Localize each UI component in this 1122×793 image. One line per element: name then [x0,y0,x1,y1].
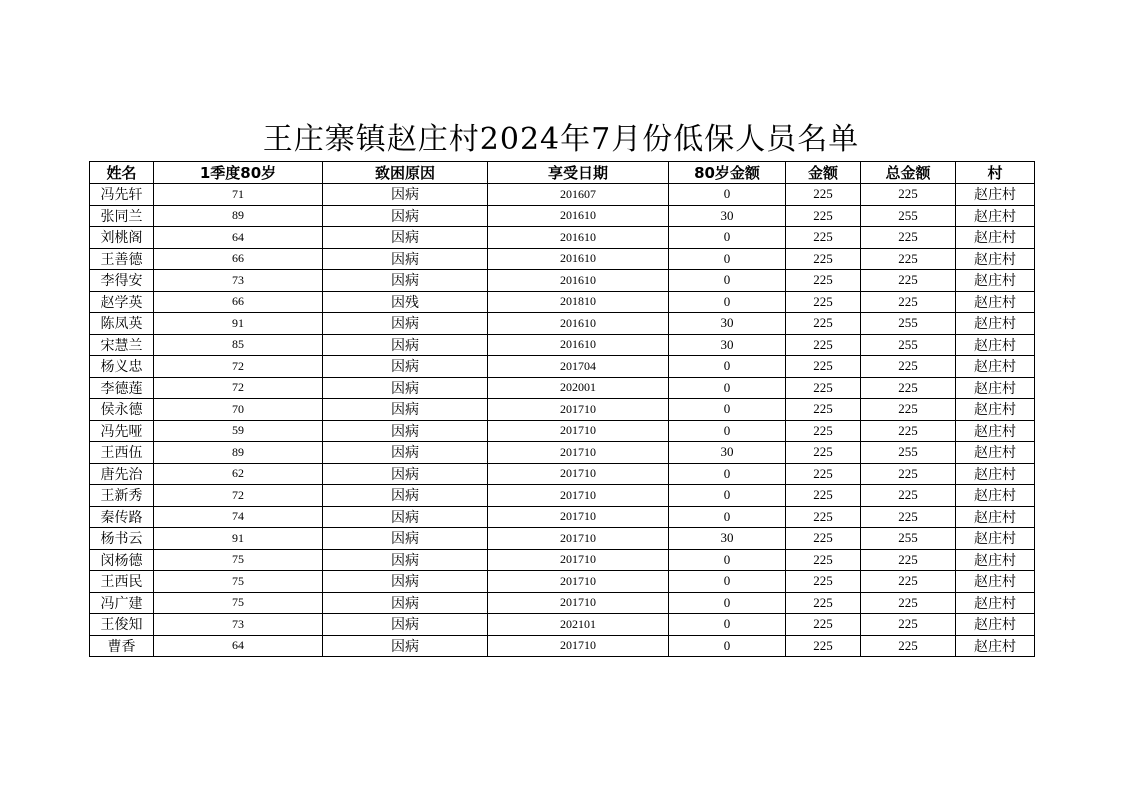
cell-start-date: 201607 [488,184,669,206]
cell-name: 王西民 [90,571,154,593]
table-row [90,248,1035,270]
cell-age80-amount: 0 [669,506,786,528]
cell-age80-amount: 30 [669,442,786,464]
cell-start-date: 201710 [488,506,669,528]
cell-start-date: 201710 [488,399,669,421]
cell-amount: 225 [786,205,861,227]
cell-village: 赵庄村 [956,356,1035,378]
cell-q1-age80: 89 [154,205,323,227]
cell-amount: 225 [786,635,861,657]
cell-total-amount: 225 [861,549,956,571]
cell-start-date: 201610 [488,334,669,356]
cell-cause: 因病 [323,506,488,528]
header-name: 姓名 [90,162,154,184]
table-row [90,420,1035,442]
cell-age80-amount: 0 [669,485,786,507]
cell-name: 刘桃阁 [90,227,154,249]
cell-cause: 因病 [323,399,488,421]
cell-total-amount: 225 [861,592,956,614]
cell-cause: 因病 [323,528,488,550]
cell-start-date: 201710 [488,420,669,442]
cell-start-date: 201704 [488,356,669,378]
header-amount: 金额 [786,162,861,184]
cell-start-date: 201610 [488,313,669,335]
cell-age80-amount: 0 [669,614,786,636]
cell-age80-amount: 0 [669,356,786,378]
table-row [90,485,1035,507]
cell-village: 赵庄村 [956,270,1035,292]
cell-age80-amount: 0 [669,549,786,571]
cell-village: 赵庄村 [956,184,1035,206]
cell-cause: 因病 [323,356,488,378]
cell-amount: 225 [786,592,861,614]
cell-total-amount: 225 [861,291,956,313]
cell-amount: 225 [786,291,861,313]
cell-q1-age80: 64 [154,227,323,249]
cell-start-date: 201710 [488,463,669,485]
cell-name: 冯广建 [90,592,154,614]
cell-village: 赵庄村 [956,614,1035,636]
cell-total-amount: 225 [861,485,956,507]
cell-village: 赵庄村 [956,399,1035,421]
cell-village: 赵庄村 [956,592,1035,614]
cell-name: 闵杨德 [90,549,154,571]
cell-total-amount: 225 [861,399,956,421]
cell-village: 赵庄村 [956,291,1035,313]
cell-total-amount: 225 [861,635,956,657]
table-row [90,184,1035,206]
cell-village: 赵庄村 [956,635,1035,657]
cell-name: 王西伍 [90,442,154,464]
cell-amount: 225 [786,485,861,507]
cell-amount: 225 [786,463,861,485]
cell-total-amount: 225 [861,614,956,636]
cell-q1-age80: 91 [154,528,323,550]
cell-amount: 225 [786,334,861,356]
cell-amount: 225 [786,356,861,378]
cell-village: 赵庄村 [956,227,1035,249]
cell-q1-age80: 75 [154,571,323,593]
table-row [90,227,1035,249]
cell-q1-age80: 66 [154,248,323,270]
cell-total-amount: 255 [861,205,956,227]
cell-total-amount: 225 [861,356,956,378]
header-village: 村 [956,162,1035,184]
table-row [90,377,1035,399]
cell-q1-age80: 85 [154,334,323,356]
cell-age80-amount: 0 [669,635,786,657]
cell-age80-amount: 0 [669,291,786,313]
cell-amount: 225 [786,399,861,421]
cell-name: 曹香 [90,635,154,657]
cell-cause: 因病 [323,442,488,464]
cell-name: 唐先治 [90,463,154,485]
cell-total-amount: 225 [861,184,956,206]
cell-amount: 225 [786,227,861,249]
table-row [90,270,1035,292]
table-body [90,184,1035,657]
table-row [90,356,1035,378]
table-row [90,549,1035,571]
cell-cause: 因病 [323,227,488,249]
cell-village: 赵庄村 [956,485,1035,507]
cell-name: 王善德 [90,248,154,270]
cell-name: 杨义忠 [90,356,154,378]
cell-start-date: 201710 [488,549,669,571]
cell-q1-age80: 64 [154,635,323,657]
cell-q1-age80: 59 [154,420,323,442]
cell-start-date: 201710 [488,485,669,507]
table-header-row [90,162,1035,184]
cell-amount: 225 [786,248,861,270]
cell-village: 赵庄村 [956,506,1035,528]
cell-cause: 因病 [323,270,488,292]
cell-village: 赵庄村 [956,377,1035,399]
cell-total-amount: 255 [861,313,956,335]
cell-cause: 因病 [323,549,488,571]
cell-total-amount: 255 [861,334,956,356]
header-start-date: 享受日期 [488,162,669,184]
cell-cause: 因病 [323,485,488,507]
cell-age80-amount: 30 [669,528,786,550]
table-row [90,205,1035,227]
table-row [90,506,1035,528]
table-row [90,463,1035,485]
cell-age80-amount: 0 [669,377,786,399]
cell-cause: 因病 [323,184,488,206]
cell-q1-age80: 73 [154,614,323,636]
cell-age80-amount: 0 [669,248,786,270]
cell-start-date: 201710 [488,592,669,614]
cell-age80-amount: 0 [669,399,786,421]
cell-name: 陈凤英 [90,313,154,335]
cell-q1-age80: 70 [154,399,323,421]
table-row [90,592,1035,614]
cell-name: 李德莲 [90,377,154,399]
cell-total-amount: 225 [861,420,956,442]
cell-cause: 因病 [323,592,488,614]
cell-age80-amount: 30 [669,205,786,227]
table-row [90,571,1035,593]
cell-age80-amount: 0 [669,592,786,614]
header-total-amount: 总金额 [861,162,956,184]
cell-village: 赵庄村 [956,463,1035,485]
cell-cause: 因病 [323,635,488,657]
cell-start-date: 201610 [488,205,669,227]
cell-name: 杨书云 [90,528,154,550]
cell-village: 赵庄村 [956,528,1035,550]
cell-start-date: 201710 [488,571,669,593]
cell-q1-age80: 91 [154,313,323,335]
cell-amount: 225 [786,571,861,593]
cell-cause: 因病 [323,463,488,485]
cell-name: 赵学英 [90,291,154,313]
cell-amount: 225 [786,506,861,528]
cell-start-date: 201610 [488,270,669,292]
cell-start-date: 201810 [488,291,669,313]
table-row [90,313,1035,335]
subsistence-roster-table [89,161,1035,657]
cell-q1-age80: 62 [154,463,323,485]
cell-total-amount: 225 [861,270,956,292]
table-row [90,291,1035,313]
cell-age80-amount: 0 [669,270,786,292]
cell-start-date: 201710 [488,528,669,550]
cell-amount: 225 [786,313,861,335]
cell-total-amount: 255 [861,442,956,464]
header-q1-age80: 1季度80岁 [154,162,323,184]
header-cause: 致困原因 [323,162,488,184]
cell-cause: 因病 [323,420,488,442]
cell-q1-age80: 66 [154,291,323,313]
cell-name: 秦传路 [90,506,154,528]
cell-name: 冯先轩 [90,184,154,206]
cell-amount: 225 [786,442,861,464]
cell-amount: 225 [786,549,861,571]
cell-village: 赵庄村 [956,205,1035,227]
cell-q1-age80: 75 [154,549,323,571]
cell-amount: 225 [786,377,861,399]
cell-start-date: 201610 [488,227,669,249]
cell-q1-age80: 74 [154,506,323,528]
cell-total-amount: 225 [861,571,956,593]
cell-total-amount: 255 [861,528,956,550]
cell-age80-amount: 0 [669,227,786,249]
cell-start-date: 201710 [488,635,669,657]
table-row [90,635,1035,657]
cell-start-date: 201710 [488,442,669,464]
cell-age80-amount: 0 [669,420,786,442]
cell-village: 赵庄村 [956,420,1035,442]
cell-village: 赵庄村 [956,248,1035,270]
table-row [90,528,1035,550]
cell-name: 张同兰 [90,205,154,227]
cell-cause: 因病 [323,377,488,399]
cell-q1-age80: 72 [154,485,323,507]
cell-village: 赵庄村 [956,442,1035,464]
cell-total-amount: 225 [861,463,956,485]
cell-village: 赵庄村 [956,571,1035,593]
table-row [90,442,1035,464]
cell-village: 赵庄村 [956,549,1035,571]
cell-age80-amount: 0 [669,184,786,206]
table-row [90,399,1035,421]
cell-total-amount: 225 [861,506,956,528]
cell-q1-age80: 72 [154,377,323,399]
cell-q1-age80: 71 [154,184,323,206]
cell-age80-amount: 30 [669,313,786,335]
table-row [90,614,1035,636]
header-age80-amount: 80岁金额 [669,162,786,184]
cell-name: 王俊知 [90,614,154,636]
cell-q1-age80: 72 [154,356,323,378]
cell-village: 赵庄村 [956,313,1035,335]
cell-cause: 因病 [323,205,488,227]
cell-q1-age80: 73 [154,270,323,292]
table-row [90,334,1035,356]
cell-cause: 因病 [323,248,488,270]
cell-amount: 225 [786,184,861,206]
cell-age80-amount: 30 [669,334,786,356]
cell-start-date: 202101 [488,614,669,636]
cell-name: 李得安 [90,270,154,292]
cell-cause: 因病 [323,334,488,356]
cell-cause: 因病 [323,313,488,335]
cell-q1-age80: 89 [154,442,323,464]
cell-amount: 225 [786,614,861,636]
cell-total-amount: 225 [861,248,956,270]
cell-village: 赵庄村 [956,334,1035,356]
cell-cause: 因病 [323,614,488,636]
cell-name: 王新秀 [90,485,154,507]
cell-name: 宋慧兰 [90,334,154,356]
cell-cause: 因残 [323,291,488,313]
cell-start-date: 202001 [488,377,669,399]
cell-total-amount: 225 [861,377,956,399]
cell-age80-amount: 0 [669,463,786,485]
cell-q1-age80: 75 [154,592,323,614]
cell-amount: 225 [786,420,861,442]
document-title: 王庄寨镇赵庄村2024年7月份低保人员名单 [262,122,860,157]
cell-start-date: 201610 [488,248,669,270]
cell-total-amount: 225 [861,227,956,249]
cell-name: 冯先哑 [90,420,154,442]
cell-age80-amount: 0 [669,571,786,593]
cell-cause: 因病 [323,571,488,593]
cell-amount: 225 [786,528,861,550]
cell-name: 侯永德 [90,399,154,421]
cell-amount: 225 [786,270,861,292]
